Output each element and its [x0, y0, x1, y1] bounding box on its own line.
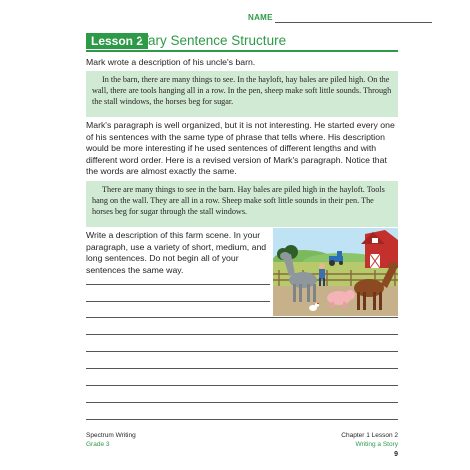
writing-line-6[interactable]: [86, 368, 398, 369]
footer-right: [341, 432, 398, 449]
writing-line-7[interactable]: [86, 385, 398, 386]
intro-text: Mark wrote a description of his uncle's barn.: [86, 57, 256, 67]
lesson-badge: Lesson 2: [86, 33, 148, 49]
grade-label: Grade 3: [86, 440, 110, 448]
name-write-line[interactable]: [275, 22, 432, 23]
writing-line-3[interactable]: [86, 317, 398, 318]
writing-line-8[interactable]: [86, 402, 398, 403]
original-paragraph: In the barn, there are many things to see. In the hayloft, hay bales are piled high. On the wall, there are tools hanging all in a row. In the pen, sheep make soft little sounds. Through the stall windows, the horses beg for sugar.: [92, 75, 392, 106]
header-rule: [86, 50, 398, 52]
revised-paragraph: There are many things to see in the barn. Hay bales are piled high in the hayloft. Tools hang on the wall. They are all in a row. Sheep make soft little sounds in their pen. The horses beg for sugar through the stall windows.: [92, 185, 385, 216]
chapter-topic: Writing a Story: [355, 440, 398, 448]
lesson-title: Vary Sentence Structure: [140, 33, 287, 48]
chapter-lesson: Chapter 1 Lesson 2: [341, 432, 398, 439]
lesson-header: [86, 33, 398, 51]
instructions-text: Write a description of this farm scene. In your paragraph, use a variety of short, medium, and long sentences. Do not begin all of your sentences the same way.: [86, 230, 267, 275]
writing-line-9[interactable]: [86, 419, 398, 420]
writing-line-2[interactable]: [86, 301, 270, 302]
book-title: Spectrum Writing: [86, 432, 136, 439]
explanation-text: Mark's paragraph is well organized, but it is not interesting. He started every one of his sentences with the same type of phrase that tells where. His description would be more interesting if he used sentences of different lengths and with different word order. Here is a revised version of Mark's paragraph. Notice that the words are almost exactly the same.: [86, 120, 395, 177]
farm-scene-illustration: [273, 228, 398, 316]
name-field: [248, 13, 432, 25]
revised-paragraph-box: [86, 181, 398, 227]
writing-line-1[interactable]: [86, 284, 270, 285]
writing-line-5[interactable]: [86, 351, 398, 352]
page-number: 9: [394, 451, 398, 458]
footer-left: [86, 432, 136, 449]
original-paragraph-box: [86, 71, 398, 117]
name-label: NAME: [248, 13, 273, 22]
writing-line-4[interactable]: [86, 334, 398, 335]
